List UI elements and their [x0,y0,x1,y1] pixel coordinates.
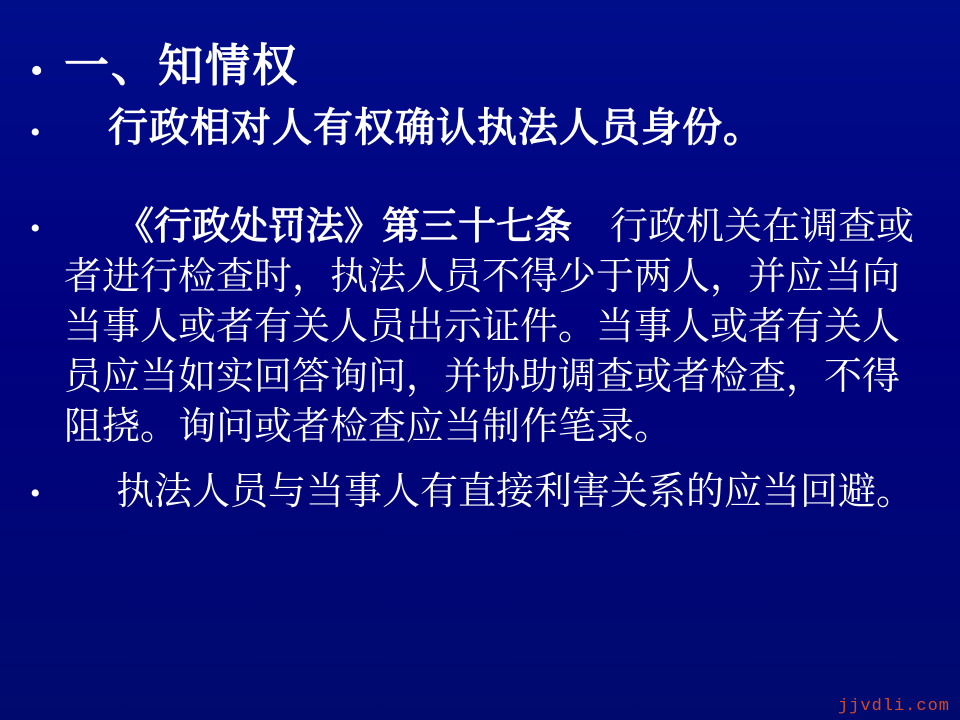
body-paragraph-text: 行政机关在调查或者进行检查时，执法人员不得少于两人，并应当向当事人或者有关人员出示证件。当事人或者有关人员应当如实回答询问，并协助调查或者检查，不得阻挠。询问或者检查应当制作笔录。 [64,205,915,449]
bullet-dot-icon: • [30,211,41,245]
slide-subtitle: 行政相对人有权确认执法人员身份。 [108,104,764,150]
watermark: jjvdli.com [837,697,950,716]
bullet-dot-icon: • [30,115,41,149]
bullet-dot-icon: • [30,476,41,510]
title-bullet-row [30,40,932,92]
law-citation: 《行政处罚法》第三十七条 [116,205,573,248]
slide-title: 一、知情权 [64,39,300,92]
bullet-dot-icon: • [30,50,44,92]
last-bullet-row [30,467,932,517]
slide-content [30,40,932,517]
body-paragraph [64,202,932,453]
last-paragraph: 执法人员与当事人有直接利害关系的应当回避。 [116,470,915,513]
body-bullet-row [30,202,932,453]
subtitle-bullet-row [30,104,932,152]
